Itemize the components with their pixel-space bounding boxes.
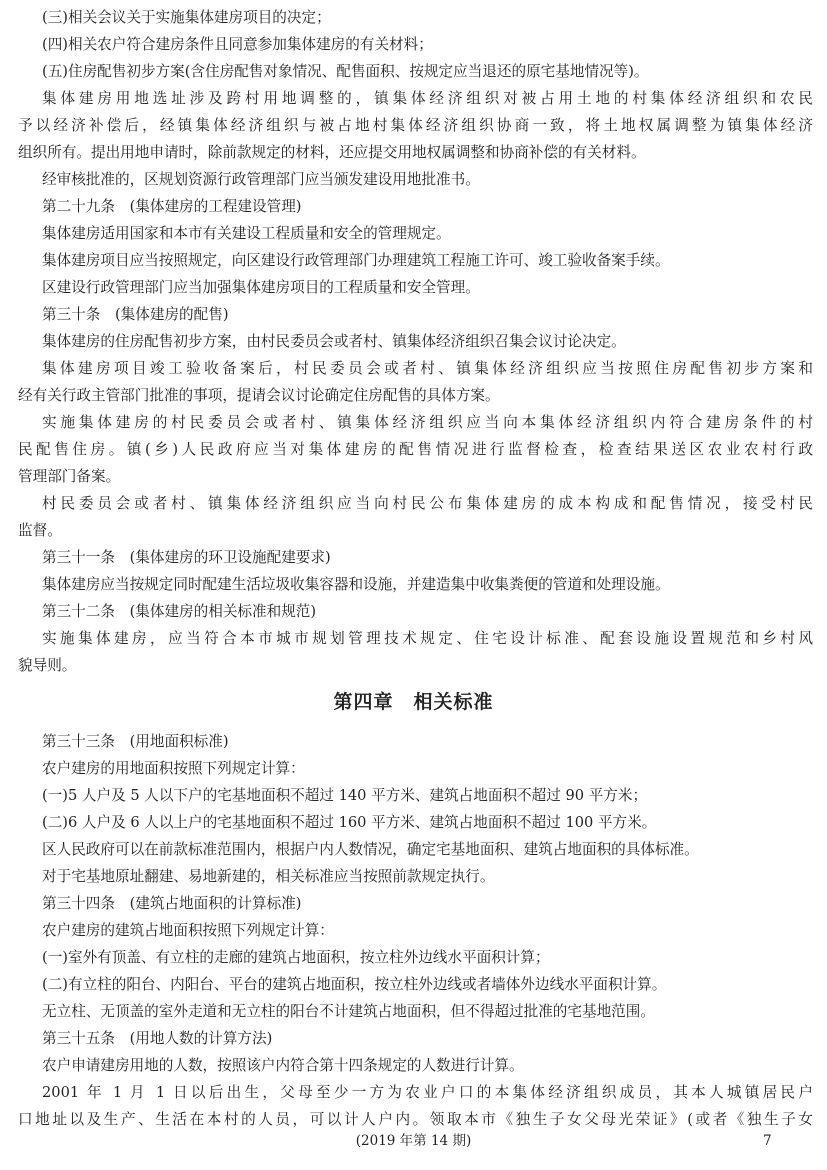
text-line: (二)有立柱的阳台、内阳台、平台的建筑占地面积，按立柱外边线或者墙体外边线水平面积计算。 (42, 976, 667, 993)
page-number: 7 (763, 1133, 772, 1149)
chapter-heading: 第四章 相关标准 (333, 691, 494, 713)
text-line: 实施集体建房的村民委员会或者村、镇集体经济组织应当向本集体经济组织内符合建房条件的村 (42, 414, 813, 431)
article-heading: 第三十五条 (用地人数的计算方法) (42, 1030, 273, 1047)
text-line: 监督。 (18, 522, 62, 539)
text-line: 集体建房项目竣工验收备案后，村民委员会或者村、镇集体经济组织应当按照住房配售初步方案和 (42, 360, 813, 377)
article-heading: 第三十条 (集体建房的配售) (42, 306, 229, 323)
text-line: 集体建房的住房配售初步方案，由村民委员会或者村、镇集体经济组织召集会议讨论决定。 (42, 333, 626, 350)
text-line: 管理部门备案。 (18, 468, 121, 485)
text-line: 集体建房应当按规定同时配建生活垃圾收集容器和设施，并建造集中收集粪便的管道和处理设施。 (42, 576, 670, 593)
text-line: 2001 年 1 月 1 日以后出生，父母至少一方为农业户口的本集体经济组织成员，其本人城镇居民户 (42, 1084, 813, 1101)
text-line: (一)5 人户及 5 人以下户的宅基地面积不超过 140 平方米、建筑占地面积不超过 90 平方米； (42, 787, 648, 804)
text-line: 组织所有。提出用地申请时，除前款规定的材料，还应提交用地权属调整和协商补偿的有关材料。 (18, 144, 646, 161)
text-line: (五)住房配售初步方案(含住房配售对象情况、配售面积、按规定应当退还的原宅基地情况等)。 (42, 63, 649, 80)
text-line: 民配售住房。镇(乡)人民政府应当对集体建房的配售情况进行监督检查，检查结果送区农业农村行政 (18, 441, 813, 458)
article-heading: 第三十一条 (集体建房的环卫设施配建要求) (42, 549, 331, 566)
text-line: 实施集体建房，应当符合本市城市规划管理技术规定、住宅设计标准、配套设施设置规范和乡村风 (42, 630, 813, 647)
text-line: 农户建房的建筑占地面积按照下列规定计算： (42, 922, 334, 939)
issue-label: (2019 年第 14 期) (355, 1133, 472, 1149)
article-heading: 第三十三条 (用地面积标准) (42, 733, 229, 750)
text-line: (一)室外有顶盖、有立柱的走廊的建筑占地面积，按立柱外边线水平面积计算； (42, 949, 550, 966)
page-footer (0, 1130, 827, 1152)
text-line: 口地址以及生产、生活在本村的人员，可以计人户内。领取本市《独生子女父母光荣证》(或者《独生子女 (18, 1111, 813, 1128)
text-line: 农户申请建房用地的人数，按照该户内符合第十四条规定的人数进行计算。 (42, 1057, 524, 1074)
text-line: 集体建房项目应当按照规定，向区建设行政管理部门办理建筑工程施工许可、竣工验收备案手续。 (42, 252, 670, 269)
text-line: 村民委员会或者村、镇集体经济组织应当向村民公布集体建房的成本构成和配售情况，接受村民 (42, 495, 813, 512)
text-line: 经审核批准的，区规划资源行政管理部门应当颁发建设用地批准书。 (42, 171, 480, 188)
text-line: 农户建房的用地面积按照下列规定计算： (42, 760, 305, 777)
text-line: 经有关行政主管部门批准的事项，提请会议讨论确定住房配售的具体方案。 (18, 387, 500, 404)
text-line: 集体建房适用国家和本市有关建设工程质量和安全的管理规定。 (42, 225, 451, 242)
article-heading: 第三十二条 (集体建房的相关标准和规范) (42, 603, 317, 620)
text-line: (三)相关会议关于实施集体建房项目的决定； (42, 9, 331, 26)
text-line: 区人民政府可以在前款标准范围内，根据户内人数情况，确定宅基地面积、建筑占地面积的具体标准。 (42, 841, 699, 858)
text-line: (四)相关农户符合建房条件且同意参加集体建房的有关材料； (42, 36, 433, 53)
text-line: 予以经济补偿后，经镇集体经济组织与被占地村集体经济组织协商一致，将土地权属调整为镇集体经济 (18, 117, 813, 134)
text-line: (二)6 人户及 6 人以上户的宅基地面积不超过 160 平方米、建筑占地面积不超过 100 平方米。 (42, 814, 657, 831)
article-heading: 第三十四条 (建筑占地面积的计算标准) (42, 895, 302, 912)
text-line: 区建设行政管理部门应当加强集体建房项目的工程质量和安全管理。 (42, 279, 480, 296)
text-line: 貌导则。 (18, 657, 77, 674)
text-line: 集体建房用地选址涉及跨村用地调整的，镇集体经济组织对被占用土地的村集体经济组织和农民 (42, 90, 813, 107)
article-heading: 第二十九条 (集体建房的工程建设管理) (42, 198, 302, 215)
text-line: 对于宅基地原址翻建、易地新建的，相关标准应当按照前款规定执行。 (42, 868, 495, 885)
text-line: 无立柱、无顶盖的室外走道和无立柱的阳台不计建筑占地面积，但不得超过批准的宅基地范围。 (42, 1003, 655, 1020)
